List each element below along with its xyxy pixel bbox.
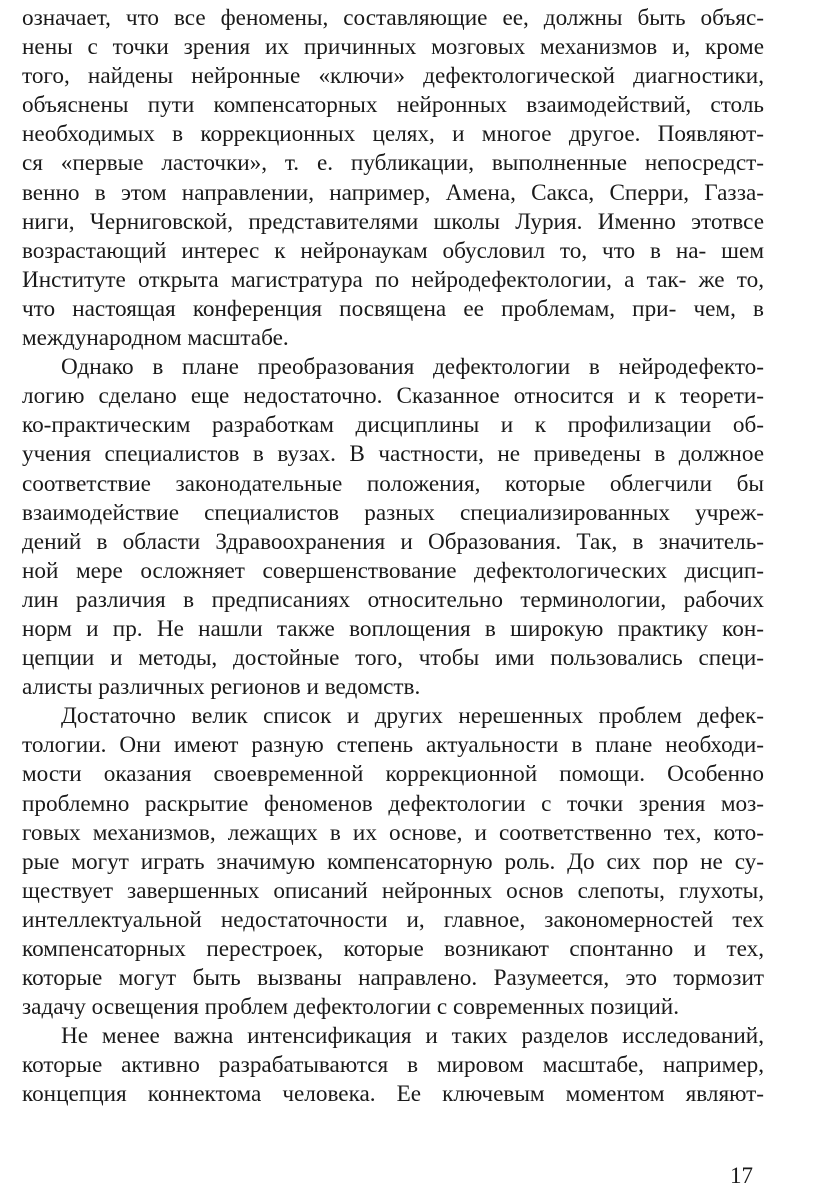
text-line: ко-практическим разработкам дисциплины и к профилизации об- bbox=[22, 412, 764, 439]
paragraph-3 bbox=[22, 702, 764, 1022]
text-line: объяснены пути компенсаторных нейронных взаимодействий, столь bbox=[22, 92, 764, 119]
text-line: цепции и методы, достойные того, чтобы ими пользовались специ- bbox=[22, 645, 764, 672]
paragraph-4 bbox=[22, 1022, 764, 1109]
text-line: мости оказания своевременной коррекционной помощи. Особенно bbox=[22, 761, 764, 788]
text-line: возрастающий интерес к нейронаукам обусловил то, что в на- шем bbox=[22, 237, 764, 264]
text-line: означает, что все феномены, составляющие ее, должны быть объяс- bbox=[22, 5, 764, 31]
page-number: 17 bbox=[730, 1163, 753, 1188]
text-line: рые могут играть значимую компенсаторную роль. До сих пор не су- bbox=[22, 848, 764, 875]
text-line: взаимодействие специалистов разных специализированных учреж- bbox=[22, 499, 764, 526]
text-line: концепция коннектома человека. Ее ключевым моментом являют- bbox=[22, 1081, 764, 1108]
text-line: логию сделано еще недостаточно. Сказанное относится и к теорети- bbox=[22, 383, 764, 410]
text-line: проблемно раскрытие феноменов дефектологии с точки зрения моз- bbox=[22, 790, 764, 817]
text-line: дений в области Здравоохранения и Образования. Так, в значитель- bbox=[22, 528, 764, 555]
text-line: компенсаторных перестроек, которые возникают спонтанно и тех, bbox=[22, 936, 764, 962]
paragraph-2 bbox=[22, 353, 764, 702]
text-line: международном масштабе. bbox=[22, 325, 289, 352]
text-line: необходимых в коррекционных целях, и многое другое. Появляют- bbox=[22, 121, 764, 148]
text-line: Однако в плане преобразования дефектологии в нейродефекто- bbox=[61, 354, 764, 381]
text-line: которые активно разрабатываются в мировом масштабе, например, bbox=[22, 1052, 764, 1079]
page-body bbox=[22, 4, 764, 1110]
text-line: интеллектуальной недостаточности и, главное, закономерностей тех bbox=[22, 906, 764, 933]
text-line: задачу освещения проблем дефектологии с современных позиций. bbox=[22, 994, 680, 1021]
text-line: которые могут быть вызваны направлено. Разумеется, это тормозит bbox=[22, 965, 764, 992]
text-line: того, найдены нейронные «ключи» дефектологической диагностики, bbox=[22, 63, 764, 90]
text-line: что настоящая конференция посвящена ее проблемам, при- чем, в bbox=[22, 295, 764, 322]
text-line: лин различия в предписаниях относительно терминологии, рабочих bbox=[22, 586, 764, 613]
text-line: тологии. Они имеют разную степень актуальности в плане необходи- bbox=[22, 732, 764, 759]
text-line: ся «первые ласточки», т. е. публикации, выполненные непосредст- bbox=[22, 150, 764, 177]
text-line: ной мере осложняет совершенствование дефектологических дисцип- bbox=[22, 557, 764, 584]
text-line: говых механизмов, лежащих в их основе, и соответственно тех, кото- bbox=[22, 819, 764, 846]
text-line: соответствие законодательные положения, которые облегчили бы bbox=[22, 470, 764, 497]
text-line: Не менее важна интенсификация и таких разделов исследований, bbox=[61, 1023, 764, 1050]
text-line: Институте открыта магистратура по нейродефектологии, а так- же то, bbox=[22, 266, 764, 293]
text-line: нены с точки зрения их причинных мозговых механизмов и, кроме bbox=[22, 34, 764, 61]
text-line: алисты различных регионов и ведомств. bbox=[22, 674, 421, 701]
text-line: норм и пр. Не нашли также воплощения в широкую практику кон- bbox=[22, 615, 764, 642]
text-line: Достаточно велик список и других нерешенных проблем дефек- bbox=[61, 703, 764, 730]
text-line: ществует завершенных описаний нейронных основ слепоты, глухоты, bbox=[22, 877, 764, 904]
paragraph-1 bbox=[22, 4, 764, 353]
text-line: учения специалистов в вузах. В частности, не приведены в должное bbox=[22, 441, 764, 468]
text-line: ниги, Черниговской, представителями школы Лурия. Именно этотвсе bbox=[22, 208, 764, 235]
text-line: венно в этом направлении, например, Амена, Сакса, Сперри, Газза- bbox=[22, 179, 764, 206]
